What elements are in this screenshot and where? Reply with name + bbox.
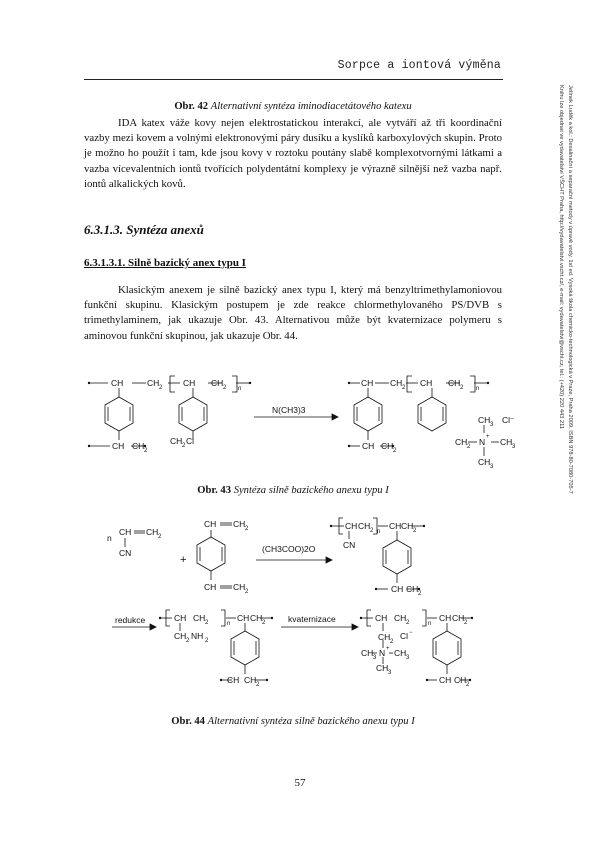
- section-number: 6.3.1.3.: [84, 222, 123, 237]
- svg-text:n: n: [377, 529, 381, 535]
- svg-text:CH: CH: [391, 584, 404, 594]
- svg-text:CH: CH: [193, 613, 206, 623]
- svg-text:NH: NH: [191, 631, 204, 641]
- fig44-caption-text: Alternativní syntéza silně bazického anexu typu I: [207, 716, 415, 727]
- svg-text:N: N: [379, 648, 386, 658]
- fig44-caption: [84, 716, 502, 727]
- svg-text:3: 3: [373, 655, 377, 661]
- svg-text:2: 2: [223, 385, 227, 391]
- side-citation-line2: Knihu lze objednat ve vydavatelství VŠCHT Praha, http://vydavatelstvi.vscht.cz/, e-mail: vydavatelstvi@vscht.cz, tel.: (+420) 220 443 211: [558, 85, 564, 429]
- svg-text:CH: CH: [132, 441, 145, 451]
- svg-text:3: 3: [490, 422, 494, 428]
- svg-text:CH: CH: [361, 378, 374, 388]
- svg-text:2: 2: [370, 528, 374, 534]
- svg-text:2: 2: [262, 620, 266, 626]
- svg-text:CH: CH: [112, 441, 125, 451]
- svg-text:CH: CH: [439, 613, 452, 623]
- fig44-cn: CN: [119, 548, 132, 558]
- running-header: Sorpce a iontová výměna: [337, 59, 501, 72]
- svg-text:CH: CH: [170, 436, 183, 446]
- fig44-n: n: [107, 533, 112, 543]
- side-citation-line1: Jelínek Luděk a kol.: Desalinační a separační metody v úpravě vody. 1st ed. Vysoká škola chemicko-technologická v Praze, Praha 2009. ISBN 978-80-7080-705-7: [567, 85, 573, 494]
- svg-text:CH: CH: [478, 415, 491, 425]
- svg-text:3: 3: [512, 444, 516, 450]
- svg-text:2: 2: [418, 591, 422, 597]
- svg-text:2: 2: [466, 682, 470, 688]
- svg-text:n: n: [227, 621, 231, 627]
- svg-text:−: −: [409, 630, 413, 636]
- svg-text:2: 2: [158, 534, 162, 540]
- svg-text:3: 3: [490, 464, 494, 470]
- svg-text:2: 2: [205, 638, 209, 644]
- svg-text:CH: CH: [345, 521, 358, 531]
- svg-text:CH: CH: [146, 527, 159, 537]
- svg-text:CH: CH: [233, 519, 246, 529]
- svg-text:CH: CH: [401, 521, 414, 531]
- svg-text:3: 3: [406, 655, 410, 661]
- svg-text:CH: CH: [376, 663, 389, 673]
- section-title: Syntéza anexů: [126, 222, 204, 237]
- svg-text:+: +: [386, 646, 390, 652]
- fig43-reagent: N(CH3)3: [272, 405, 306, 415]
- svg-text:CH: CH: [406, 584, 419, 594]
- svg-text:CH: CH: [204, 519, 217, 529]
- svg-text:CH: CH: [394, 648, 407, 658]
- svg-text:2: 2: [390, 639, 394, 645]
- svg-text:CH: CH: [227, 675, 240, 685]
- svg-text:CH: CH: [183, 378, 196, 388]
- svg-text:CH: CH: [362, 441, 375, 451]
- svg-text:2: 2: [413, 528, 417, 534]
- svg-text:n: n: [428, 621, 432, 627]
- svg-text:CH: CH: [111, 378, 124, 388]
- svg-text:2: 2: [186, 638, 190, 644]
- page-number: 57: [294, 777, 306, 789]
- svg-text:CH: CH: [394, 613, 407, 623]
- svg-text:CH: CH: [237, 613, 250, 623]
- svg-text:n: n: [476, 386, 480, 392]
- svg-text:2: 2: [402, 385, 406, 391]
- paragraph-ida: IDA katex váže kovy nejen elektrostatickou interakcí, ale vytváří až tři koordinační vazby mezi kovem a volnými elektronovými páry dusíku a kyslíků karboxylových skupin. Proto je možno ho použít i tam, kde jsou kovy v roztoku poutány slabě komplexotvornými látkami a vazba vícevalentních iontů tvořících polydentátní komplexy je výrazně silnější než vazba např. iontů alkalických kovů.: [84, 117, 502, 190]
- fig44-monomers: [125, 523, 232, 588]
- svg-text:CH: CH: [250, 613, 263, 623]
- svg-text:2: 2: [159, 385, 163, 391]
- svg-text:2: 2: [460, 385, 464, 391]
- svg-text:CH: CH: [378, 632, 391, 642]
- svg-text:3: 3: [388, 670, 392, 676]
- svg-text:CH: CH: [439, 675, 452, 685]
- fig44-plus: +: [180, 554, 187, 566]
- svg-text:CH: CH: [420, 378, 433, 388]
- subsection-title: Silně bazický anex typu I: [128, 257, 246, 269]
- svg-text:CH: CH: [174, 631, 187, 641]
- svg-text:CH: CH: [233, 582, 246, 592]
- svg-text:2: 2: [393, 448, 397, 454]
- fig44-label: Obr. 44: [171, 716, 205, 727]
- subsection-number: 6.3.1.3.1.: [84, 257, 126, 269]
- fig43-label: Obr. 43: [197, 485, 232, 496]
- fig44-reagent-reduction: redukce: [115, 615, 146, 625]
- svg-text:CH: CH: [361, 648, 374, 658]
- svg-text:CH: CH: [119, 527, 132, 537]
- svg-text:2: 2: [256, 682, 260, 688]
- svg-text:CH: CH: [211, 378, 224, 388]
- svg-text:Cl: Cl: [186, 436, 195, 446]
- svg-text:CH: CH: [478, 457, 491, 467]
- svg-text:CH: CH: [390, 378, 403, 388]
- fig43-chloride: Cl⁻: [502, 415, 515, 425]
- svg-text:CH: CH: [147, 378, 160, 388]
- svg-text:2: 2: [467, 444, 471, 450]
- svg-text:CH: CH: [204, 582, 217, 592]
- svg-text:+: +: [486, 434, 490, 440]
- svg-text:2: 2: [406, 620, 410, 626]
- fig43-caption: [84, 485, 502, 496]
- svg-text:N: N: [479, 437, 486, 447]
- paragraph-anex: Klasickým anexem je silně bazický anex typu I, který má benzyltrimethylamoniovou funkční skupinu. Klasickým postupem je zde reakce chlormethylovaného PS/DVB s trimethylaminem, jak ukazuje Obr. 43. Alternativou může být kvaternizace polymeru s aminovou funkční skupinou, jak ukazuje Obr. 44.: [84, 284, 502, 342]
- svg-text:CH: CH: [244, 675, 257, 685]
- fig43-n-left: n: [238, 386, 242, 392]
- fig44-reagent-quaternization: kvaternizace: [288, 614, 336, 624]
- svg-text:2: 2: [182, 443, 186, 449]
- svg-text:2: 2: [245, 589, 249, 595]
- svg-text:CH: CH: [500, 437, 513, 447]
- svg-text:CH: CH: [454, 675, 467, 685]
- svg-text:2: 2: [464, 620, 468, 626]
- fig42-label: Obr. 42: [174, 101, 209, 112]
- svg-text:CH: CH: [358, 521, 371, 531]
- svg-text:CH: CH: [375, 613, 388, 623]
- fig42-caption-text: Alternativní syntéza iminodiacetátového katexu: [210, 101, 412, 112]
- svg-text:CH: CH: [381, 441, 394, 451]
- svg-text:2: 2: [144, 448, 148, 454]
- svg-text:Cl: Cl: [400, 631, 409, 641]
- svg-text:CH: CH: [448, 378, 461, 388]
- svg-text:CH: CH: [455, 437, 468, 447]
- svg-text:CN: CN: [343, 540, 356, 550]
- svg-text:CH: CH: [389, 521, 402, 531]
- svg-text:2: 2: [245, 526, 249, 532]
- svg-text:2: 2: [205, 620, 209, 626]
- svg-text:CH: CH: [174, 613, 187, 623]
- svg-text:CH: CH: [452, 613, 465, 623]
- fig44-reagent-anhydride: (CH3COO)2O: [262, 544, 316, 554]
- fig43-caption-text: Syntéza silně bazického anexu typu I: [233, 485, 389, 496]
